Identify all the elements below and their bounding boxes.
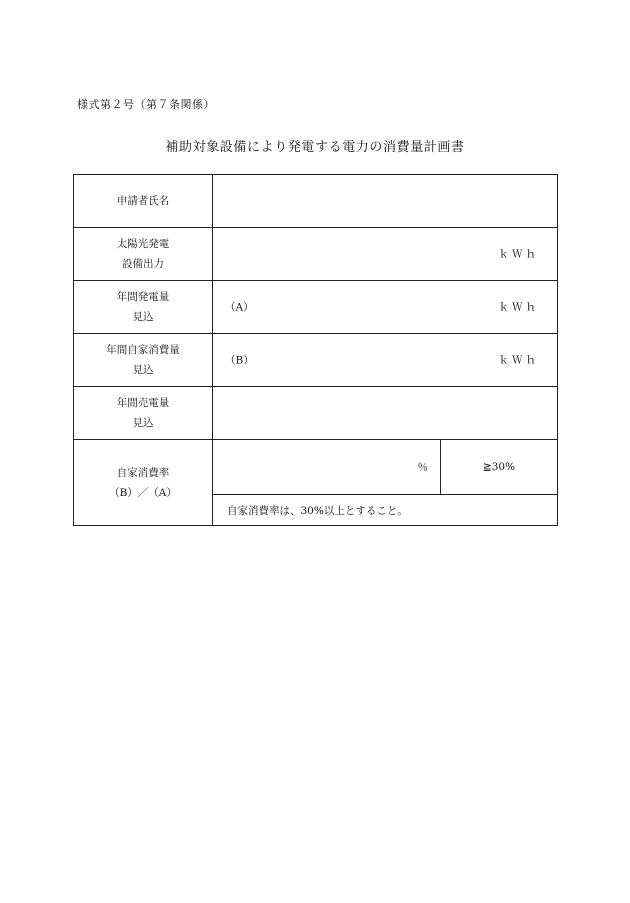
table-row	[74, 440, 558, 495]
form-number: 様式第２号（第７条関係）	[77, 98, 215, 111]
self-consumption-rate-label-line2: （B）／（A）	[109, 486, 177, 499]
table-row	[74, 387, 558, 440]
table-row	[74, 175, 558, 228]
annual-generation-label-line1: 年間発電量	[116, 291, 170, 303]
percent-unit: ％	[417, 461, 428, 474]
solar-output-label-cell	[74, 228, 213, 281]
annual-generation-value[interactable]	[213, 281, 558, 334]
annual-generation-unit: ｋＷｈ	[498, 301, 539, 314]
self-consumption-label-line1: 年間自家消費量	[106, 344, 180, 356]
annual-sales-label-line1: 年間売電量	[116, 397, 170, 409]
annual-sales-label-cell	[74, 387, 213, 440]
applicant-name-label-cell	[74, 175, 213, 228]
solar-output-label-line2: 設備出力	[122, 258, 164, 270]
annual-sales-label-line2: 見込	[132, 417, 154, 429]
applicant-name-label: 申請者氏名	[116, 195, 170, 207]
solar-output-value[interactable]	[213, 228, 558, 281]
self-consumption-rate-value[interactable]	[213, 440, 441, 495]
self-consumption-unit: ｋＷｈ	[498, 354, 539, 367]
table-row	[74, 334, 558, 387]
annual-generation-label-line2: 見込	[132, 311, 154, 323]
solar-output-unit: ｋＷｈ	[498, 248, 539, 261]
applicant-name-value[interactable]	[213, 175, 558, 228]
self-consumption-rate-label-line1: 自家消費率	[116, 466, 170, 479]
annual-sales-value[interactable]	[213, 387, 558, 440]
rate-threshold	[441, 440, 558, 495]
self-consumption-mark: （B）	[225, 354, 254, 367]
rate-threshold-text: ≧30%	[482, 461, 516, 473]
plan-table	[73, 174, 558, 526]
rate-note: 自家消費率は、30%以上とすること。	[227, 504, 408, 517]
table-row	[74, 281, 558, 334]
solar-output-label-line1: 太陽光発電	[116, 238, 170, 250]
document-title: 補助対象設備により発電する電力の消費量計画書	[165, 140, 465, 155]
self-consumption-value[interactable]	[213, 334, 558, 387]
self-consumption-label-line2: 見込	[132, 364, 154, 376]
rate-note-cell	[213, 495, 558, 526]
self-consumption-rate-label-cell	[74, 440, 213, 526]
table-row	[74, 228, 558, 281]
self-consumption-label-cell	[74, 334, 213, 387]
annual-generation-mark: （A）	[225, 301, 254, 314]
annual-generation-label-cell	[74, 281, 213, 334]
